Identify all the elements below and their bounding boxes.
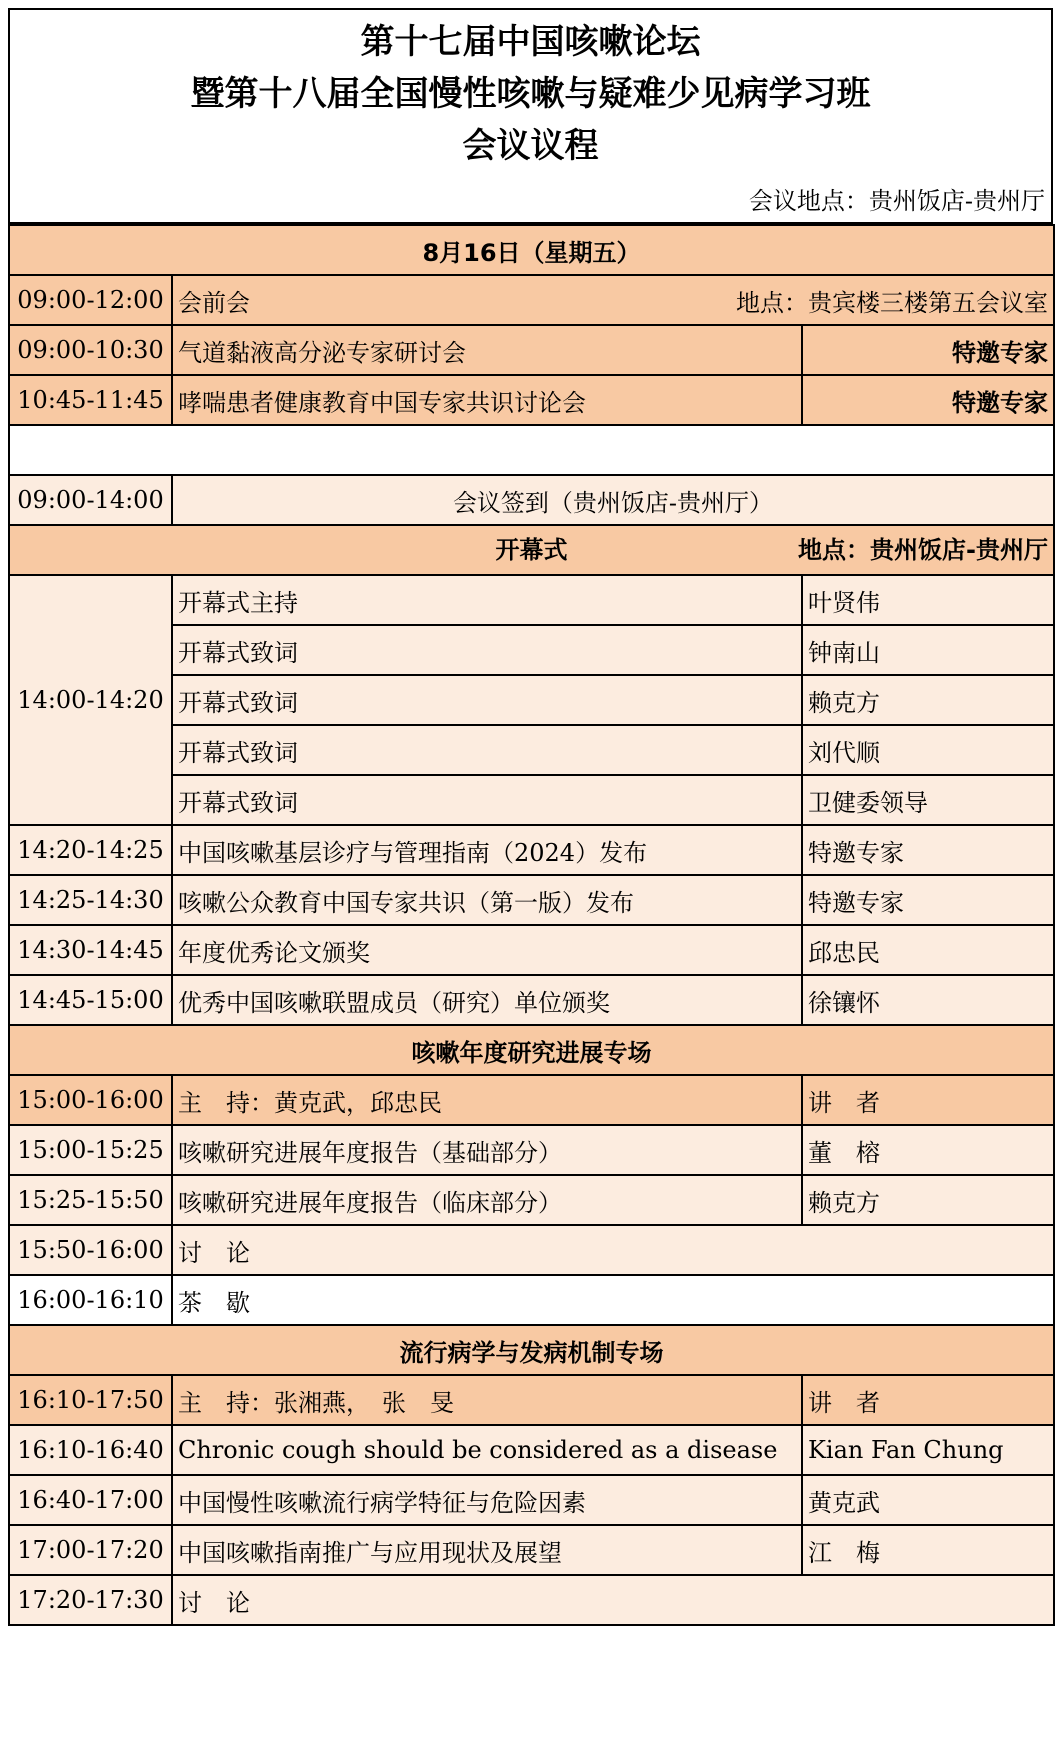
table-row (9, 375, 1054, 425)
item-speaker: 赖克方 (802, 1175, 1054, 1225)
item-speaker: 叶贤伟 (802, 575, 1054, 625)
session1-host-row (9, 1075, 1054, 1125)
item-time: 15:50-16:00 (9, 1225, 172, 1275)
item-title: 茶 歇 (172, 1275, 1054, 1325)
item-speaker: 特邀专家 (802, 325, 1054, 375)
item-title: 中国慢性咳嗽流行病学特征与危险因素 (172, 1475, 802, 1525)
item-speaker: 钟南山 (802, 625, 1054, 675)
speaker-header: 讲 者 (802, 1375, 1054, 1425)
item-speaker: Kian Fan Chung (802, 1425, 1054, 1475)
session2-banner (9, 1325, 1054, 1375)
item-time: 14:20-14:25 (9, 825, 172, 875)
item-time: 09:00-10:30 (9, 325, 172, 375)
opening-venue: 地点：贵州饭店-贵州厅 (798, 536, 1048, 564)
host-names: 主 持：张湘燕， 张 旻 (172, 1375, 802, 1425)
opening-title: 开幕式 (495, 536, 568, 564)
item-time: 15:25-15:50 (9, 1175, 172, 1225)
item-speaker: 特邀专家 (802, 375, 1054, 425)
preconf-location: 地点：贵宾楼三楼第五会议室 (736, 288, 1048, 317)
item-time: 14:25-14:30 (9, 875, 172, 925)
item-speaker: 卫健委领导 (802, 775, 1054, 825)
item-speaker: 赖克方 (802, 675, 1054, 725)
session2-host-row (9, 1375, 1054, 1425)
item-time: 15:00-15:25 (9, 1125, 172, 1175)
item-speaker: 刘代顺 (802, 725, 1054, 775)
title-line-1: 第十七届中国咳嗽论坛 (360, 22, 701, 62)
item-speaker: 董 榕 (802, 1125, 1054, 1175)
item-speaker: 江 梅 (802, 1525, 1054, 1575)
item-title: 开幕式致词 (172, 725, 802, 775)
spacer-row (9, 425, 1054, 475)
item-title: 年度优秀论文颁奖 (172, 925, 802, 975)
item-title: 开幕式致词 (172, 775, 802, 825)
item-title: 咳嗽公众教育中国专家共识（第一版）发布 (172, 875, 802, 925)
item-time: 17:20-17:30 (9, 1575, 172, 1625)
opening-time: 14:00-14:20 (9, 575, 172, 825)
item-title: 咳嗽研究进展年度报告（临床部分） (172, 1175, 802, 1225)
item-time: 14:45-15:00 (9, 975, 172, 1025)
day-banner (9, 225, 1054, 275)
item-title: 开幕式主持 (172, 575, 802, 625)
signin-row (9, 475, 1054, 525)
session1-banner (9, 1025, 1054, 1075)
item-title: 中国咳嗽指南推广与应用现状及展望 (172, 1525, 802, 1575)
item-time: 16:40-17:00 (9, 1475, 172, 1525)
signin-time: 09:00-14:00 (9, 475, 172, 525)
table-row (9, 925, 1054, 975)
break-row (9, 1275, 1054, 1325)
item-title: 开幕式致词 (172, 625, 802, 675)
table-row (9, 1475, 1054, 1525)
preconf-time: 09:00-12:00 (9, 275, 172, 325)
host-time: 16:10-17:50 (9, 1375, 172, 1425)
table-row (9, 825, 1054, 875)
table-row (9, 1125, 1054, 1175)
table-row (9, 975, 1054, 1025)
table-row (9, 325, 1054, 375)
item-title: 哮喘患者健康教育中国专家共识讨论会 (172, 375, 802, 425)
title-line-2: 暨第十八届全国慢性咳嗽与疑难少见病学习班 (190, 74, 871, 114)
opening-banner (9, 525, 1054, 575)
session2-title: 流行病学与发病机制专场 (9, 1325, 1054, 1375)
item-title: 优秀中国咳嗽联盟成员（研究）单位颁奖 (172, 975, 802, 1025)
item-title: Chronic cough should be considered as a disease (172, 1425, 802, 1475)
item-speaker: 徐镶怀 (802, 975, 1054, 1025)
preconf-row (9, 275, 1054, 325)
host-time: 15:00-16:00 (9, 1075, 172, 1125)
item-speaker: 特邀专家 (802, 875, 1054, 925)
item-title: 开幕式致词 (172, 675, 802, 725)
item-speaker: 特邀专家 (802, 825, 1054, 875)
schedule-table (8, 224, 1055, 1626)
table-row (9, 1175, 1054, 1225)
item-time: 14:30-14:45 (9, 925, 172, 975)
table-row (9, 1425, 1054, 1475)
host-names: 主 持：黄克武，邱忠民 (172, 1075, 802, 1125)
discussion-row (9, 1225, 1054, 1275)
item-title: 咳嗽研究进展年度报告（基础部分） (172, 1125, 802, 1175)
item-time: 10:45-11:45 (9, 375, 172, 425)
item-title: 讨 论 (172, 1575, 1054, 1625)
venue-label: 会议地点：贵州饭店-贵州厅 (748, 187, 1045, 215)
table-row (9, 875, 1054, 925)
preconf-title: 会前会 (178, 288, 250, 317)
item-speaker: 黄克武 (802, 1475, 1054, 1525)
item-title: 讨 论 (172, 1225, 1054, 1275)
agenda-header (8, 8, 1053, 224)
day-label: 8月16日（星期五） (9, 225, 1054, 275)
signin-title: 会议签到（贵州饭店-贵州厅） (172, 475, 1054, 525)
item-time: 17:00-17:20 (9, 1525, 172, 1575)
table-row (9, 1525, 1054, 1575)
table-row (9, 575, 1054, 625)
session1-title: 咳嗽年度研究进展专场 (9, 1025, 1054, 1075)
item-speaker: 邱忠民 (802, 925, 1054, 975)
item-time: 16:00-16:10 (9, 1275, 172, 1325)
item-title: 气道黏液高分泌专家研讨会 (172, 325, 802, 375)
speaker-header: 讲 者 (802, 1075, 1054, 1125)
title-line-3: 会议议程 (462, 126, 599, 166)
discussion-row (9, 1575, 1054, 1625)
item-time: 16:10-16:40 (9, 1425, 172, 1475)
item-title: 中国咳嗽基层诊疗与管理指南（2024）发布 (172, 825, 802, 875)
